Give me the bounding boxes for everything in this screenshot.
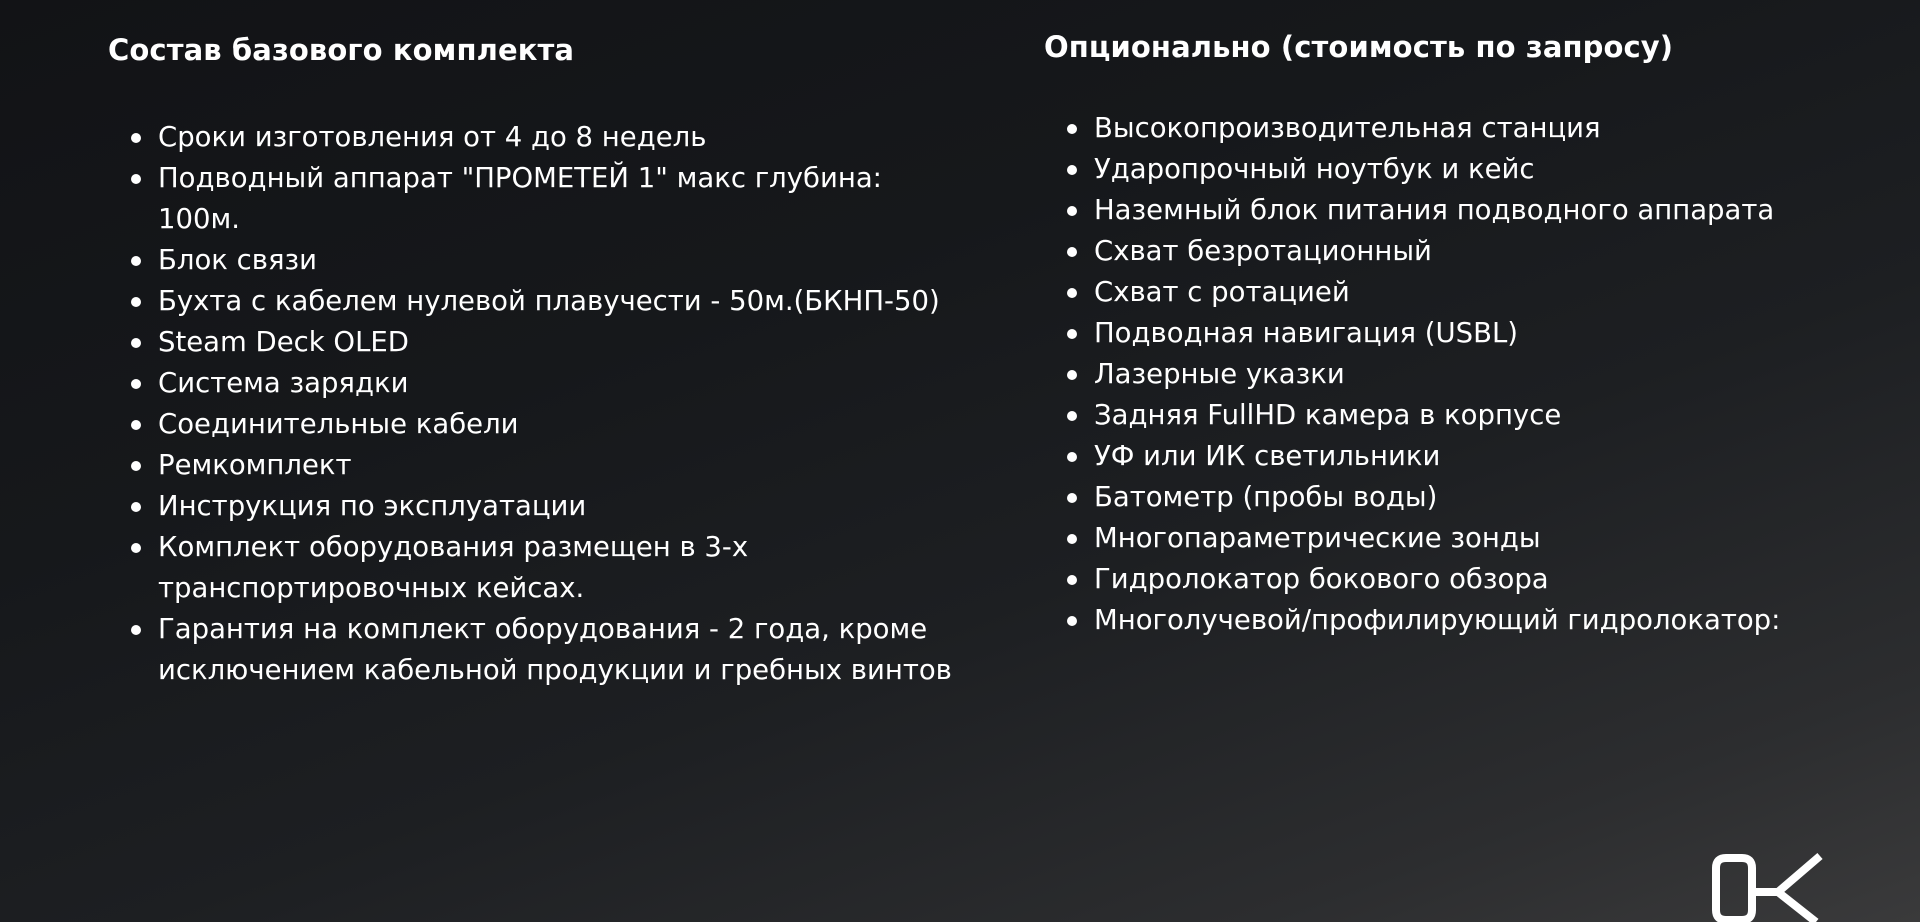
- list-item-text: Инструкция по эксплуатации: [158, 490, 587, 522]
- list-item: [1044, 395, 1884, 436]
- optional-title: Опционально (стоимость по запросу): [1044, 30, 1674, 64]
- list-item: [1044, 190, 1884, 231]
- list-item-text: Соединительные кабели: [158, 408, 519, 440]
- bullet-icon: [131, 543, 141, 553]
- bullet-icon: [1067, 288, 1077, 298]
- list-item-text: Высокопроизводительная станция: [1094, 112, 1601, 144]
- list-item: [1044, 313, 1884, 354]
- list-item: [1044, 272, 1884, 313]
- bullet-icon: [1067, 411, 1077, 421]
- list-item-text: Ремкомплект: [158, 449, 352, 481]
- list-item: [1044, 108, 1884, 149]
- bullet-icon: [131, 297, 141, 307]
- list-item-text: Сроки изготовления от 4 до 8 недель: [158, 121, 707, 153]
- list-item-text: УФ или ИК светильники: [1094, 440, 1441, 472]
- list-item-text: Комплект оборудования размещен в 3-х транспортировочных кейсах.: [158, 531, 749, 604]
- bullet-icon: [1067, 124, 1077, 134]
- bullet-icon: [1067, 329, 1077, 339]
- list-item-text: Steam Deck OLED: [158, 326, 409, 358]
- optional-column: [1044, 0, 1884, 641]
- list-item-text: Гарантия на комплект оборудования - 2 года, кроме исключением кабельной продукции и гребных винтов: [158, 613, 952, 686]
- bullet-icon: [131, 133, 141, 143]
- bullet-icon: [131, 174, 141, 184]
- list-item: [1044, 149, 1884, 190]
- list-item: [108, 445, 988, 486]
- bullet-icon: [1067, 616, 1077, 626]
- list-item: [1044, 231, 1884, 272]
- bullet-icon: [1067, 534, 1077, 544]
- list-item-text: Лазерные указки: [1094, 358, 1345, 390]
- list-item-text: Схват с ротацией: [1094, 276, 1350, 308]
- list-item-text: Ударопрочный ноутбук и кейс: [1094, 153, 1535, 185]
- bullet-icon: [1067, 575, 1077, 585]
- bullet-icon: [131, 379, 141, 389]
- list-item: [1044, 559, 1884, 600]
- list-item-text: Гидролокатор бокового обзора: [1094, 563, 1549, 595]
- optional-list: [1044, 108, 1884, 641]
- bullet-icon: [131, 461, 141, 471]
- list-item-text: Задняя FullHD камера в корпусе: [1094, 399, 1562, 431]
- base-kit-list: [108, 117, 988, 691]
- bullet-icon: [1067, 165, 1077, 175]
- list-item-text: Многолучевой/профилирующий гидролокатор:: [1094, 604, 1781, 636]
- base-kit-title: Состав базового комплекта: [108, 33, 575, 67]
- bullet-icon: [131, 338, 141, 348]
- list-item: [108, 117, 988, 158]
- list-item-text: Схват безротационный: [1094, 235, 1432, 267]
- list-item: [108, 363, 988, 404]
- list-item-text: Многопараметрические зонды: [1094, 522, 1541, 554]
- list-item-text: Подводная навигация (USBL): [1094, 317, 1518, 349]
- list-item: [108, 404, 988, 445]
- bullet-icon: [131, 256, 141, 266]
- list-item: [1044, 354, 1884, 395]
- list-item: [108, 609, 988, 691]
- bullet-icon: [131, 420, 141, 430]
- bullet-icon: [1067, 493, 1077, 503]
- bullet-icon: [131, 502, 141, 512]
- list-item: [108, 281, 988, 322]
- company-logo-icon: [1712, 852, 1824, 922]
- list-item-text: Наземный блок питания подводного аппарата: [1094, 194, 1775, 226]
- list-item: [108, 527, 988, 609]
- list-item-text: Бухта с кабелем нулевой плавучести - 50м.(БКНП-50): [158, 285, 940, 317]
- list-item: [108, 158, 988, 240]
- list-item-text: Система зарядки: [158, 367, 409, 399]
- list-item: [1044, 436, 1884, 477]
- bullet-icon: [131, 625, 141, 635]
- bullet-icon: [1067, 452, 1077, 462]
- list-item: [108, 240, 988, 281]
- list-item: [1044, 518, 1884, 559]
- list-item-text: Подводный аппарат "ПРОМЕТЕЙ 1" макс глубина: 100м.: [158, 162, 882, 235]
- base-kit-column: [108, 0, 988, 691]
- bullet-icon: [1067, 370, 1077, 380]
- list-item: [1044, 600, 1884, 641]
- list-item-text: Батометр (пробы воды): [1094, 481, 1438, 513]
- bullet-icon: [1067, 206, 1077, 216]
- list-item-text: Блок связи: [158, 244, 317, 276]
- list-item: [108, 322, 988, 363]
- bullet-icon: [1067, 247, 1077, 257]
- list-item: [108, 486, 988, 527]
- list-item: [1044, 477, 1884, 518]
